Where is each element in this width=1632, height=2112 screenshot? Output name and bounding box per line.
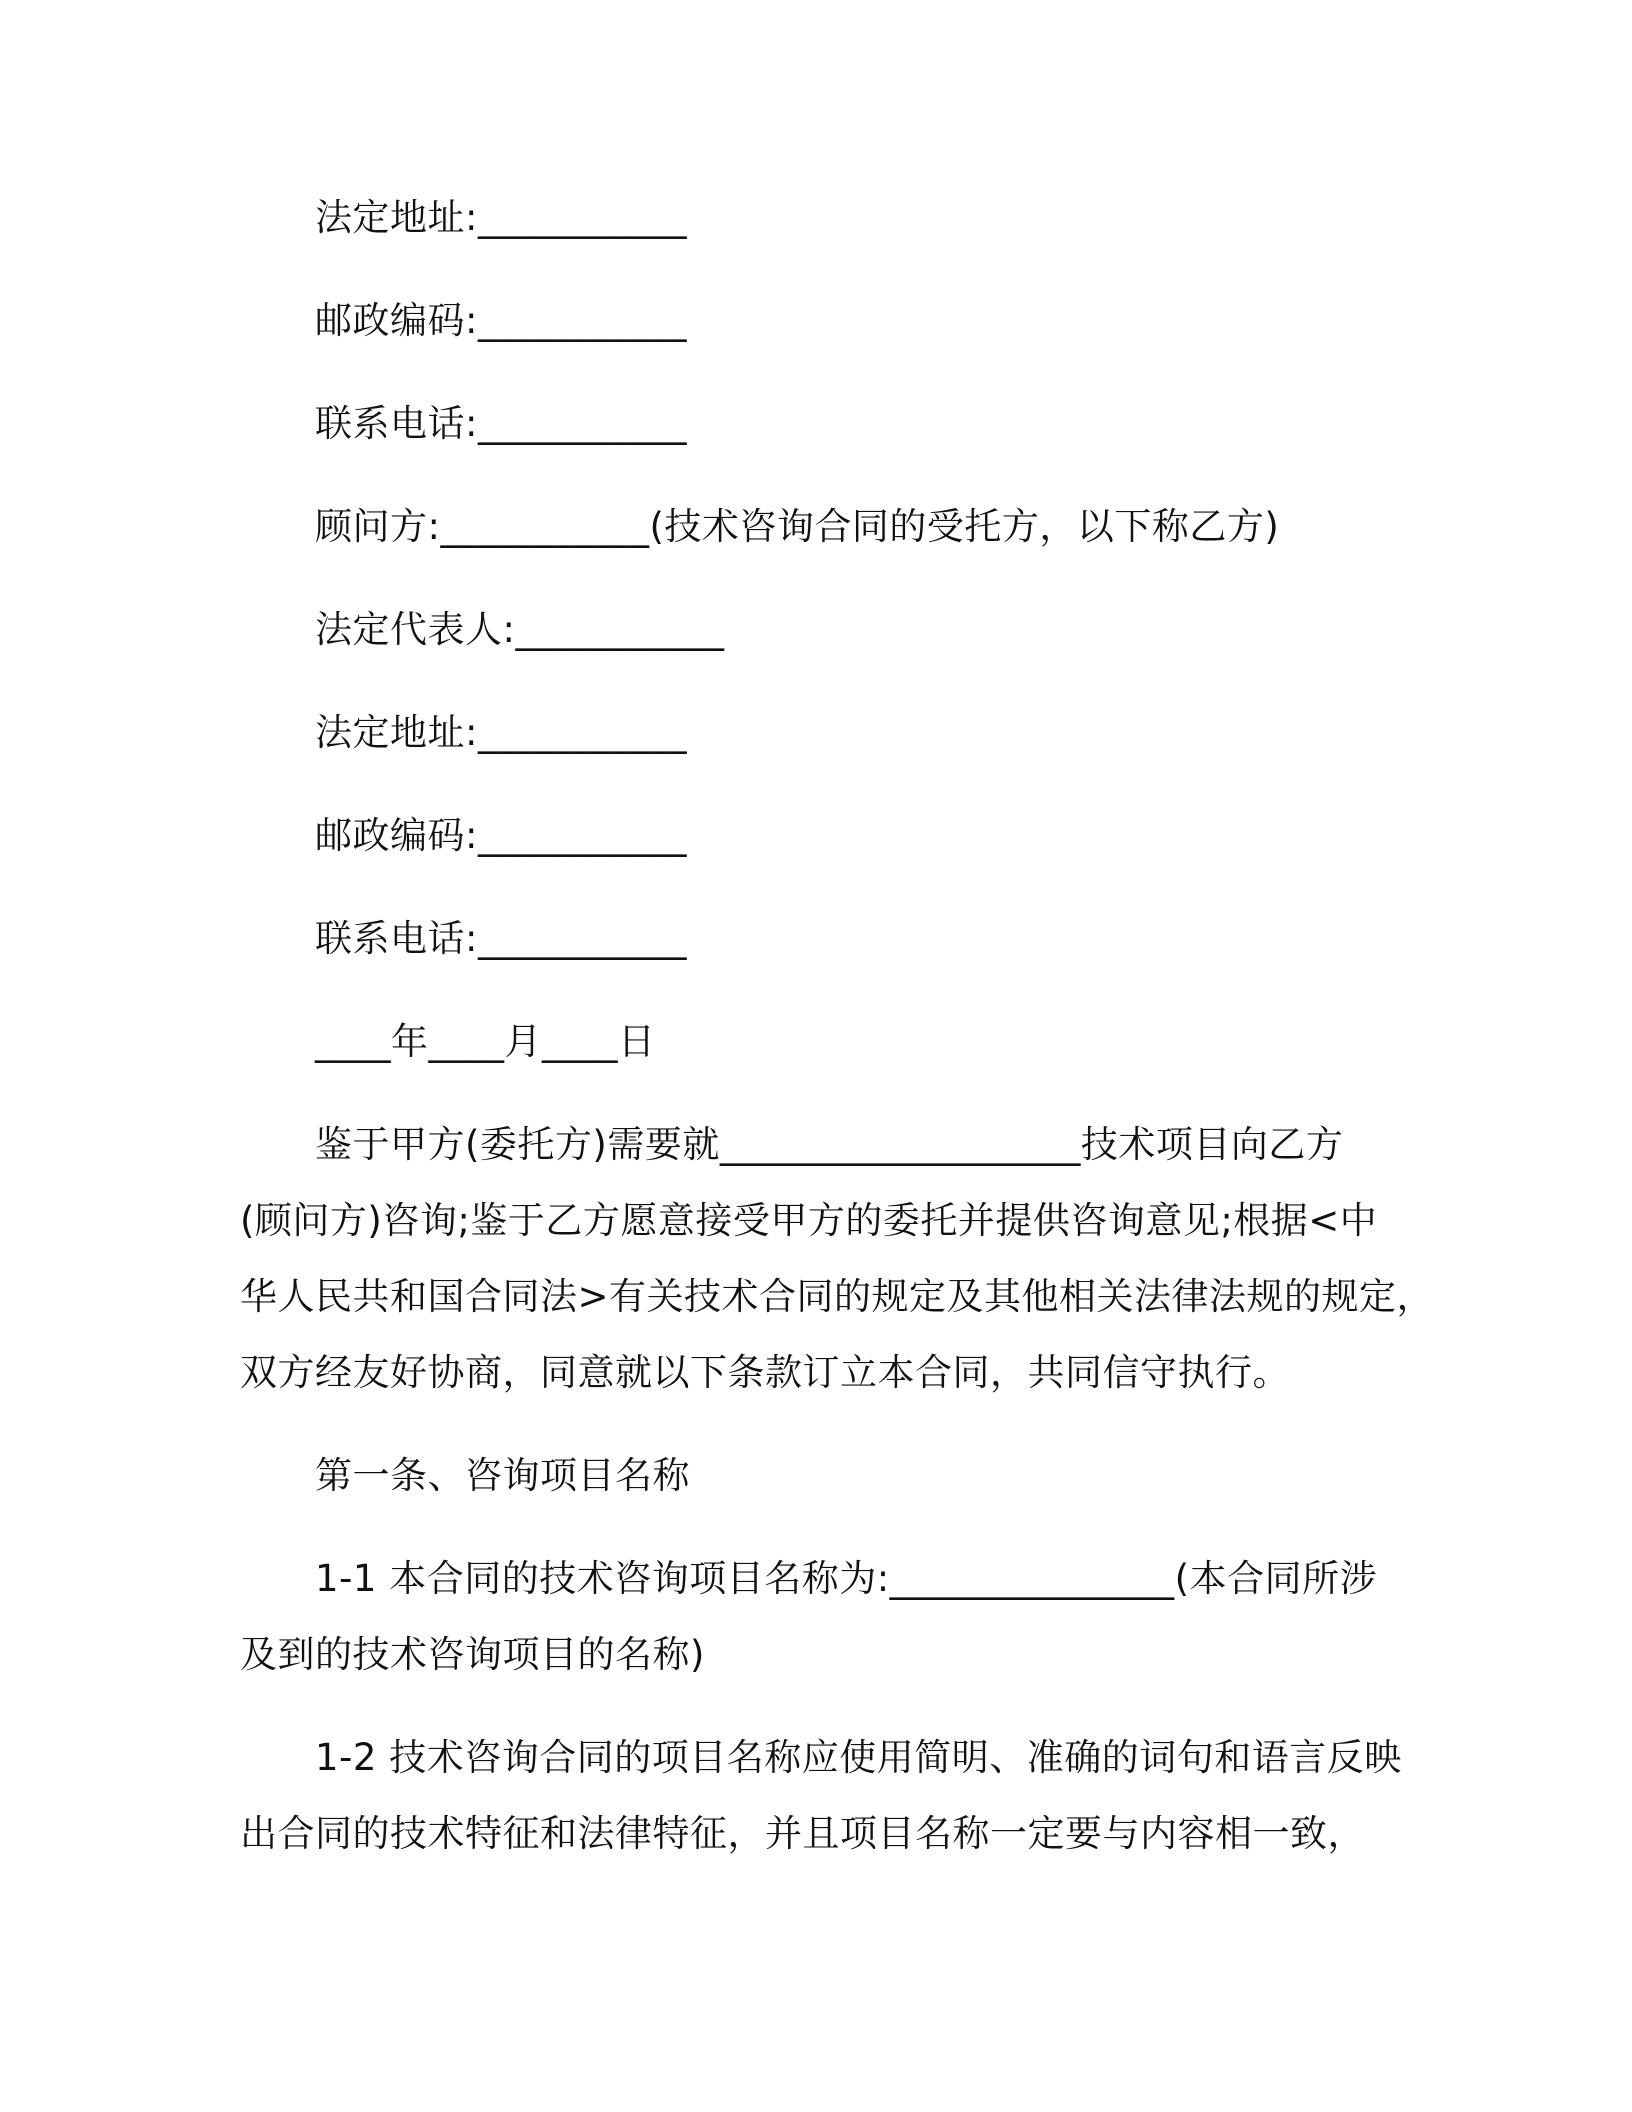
field-phone-2: 联系电话:___________ xyxy=(315,917,687,960)
field-postal-code-1: 邮政编码:___________ xyxy=(315,299,687,342)
clause-1-1-line-2: 及到的技术咨询项目的名称) xyxy=(240,1633,705,1676)
field-date: ____年____月____日 xyxy=(315,1020,656,1063)
clause-1-2-line-2: 出合同的技术特征和法律特征，并且项目名称一定要与内容相一致， xyxy=(240,1812,1365,1855)
preamble-line-3: 华人民共和国合同法>有关技术合同的规定及其他相关法律法规的规定， xyxy=(240,1275,1434,1318)
preamble-line-2: (顾问方)咨询;鉴于乙方愿意接受甲方的委托并提供咨询意见;根据<中 xyxy=(240,1199,1378,1242)
field-phone-1: 联系电话:___________ xyxy=(315,402,687,445)
preamble-line-1: 鉴于甲方(委托方)需要就___________________技术项目向乙方 xyxy=(315,1123,1344,1166)
field-legal-address-2: 法定地址:___________ xyxy=(315,711,687,754)
field-consultant-party: 顾问方:___________(技术咨询合同的受托方，以下称乙方) xyxy=(315,505,1280,548)
clause-1-1-line-1: 1-1 本合同的技术咨询项目名称为:_______________(本合同所涉 xyxy=(315,1557,1378,1600)
field-legal-representative: 法定代表人:___________ xyxy=(315,608,725,651)
preamble-line-4: 双方经友好协商，同意就以下条款订立本合同，共同信守执行。 xyxy=(240,1351,1290,1394)
field-legal-address-1: 法定地址:___________ xyxy=(315,196,687,239)
clause-1-2-line-1: 1-2 技术咨询合同的项目名称应使用简明、准确的词句和语言反映 xyxy=(315,1736,1402,1779)
article-1-heading: 第一条、咨询项目名称 xyxy=(315,1454,690,1497)
field-postal-code-2: 邮政编码:___________ xyxy=(315,814,687,857)
